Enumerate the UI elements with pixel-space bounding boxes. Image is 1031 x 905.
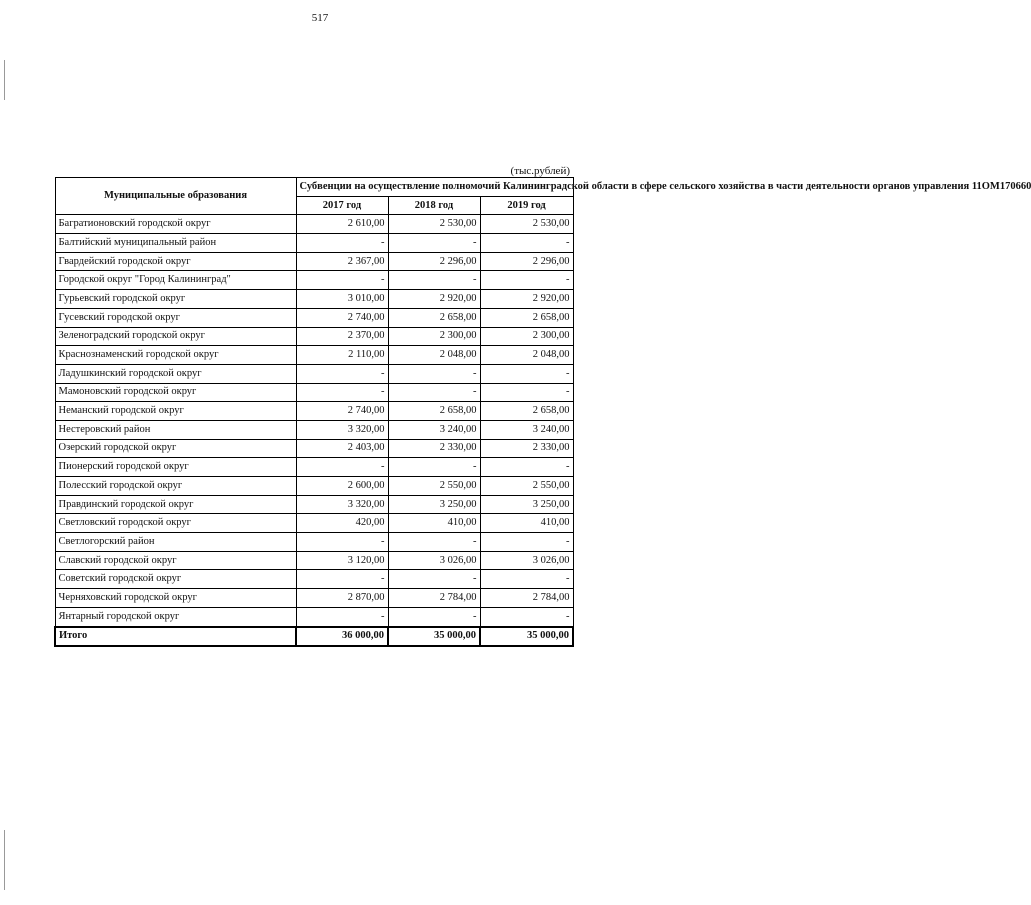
table-row: [55, 533, 573, 552]
value-2018-cell: -: [388, 383, 480, 402]
value-2019-cell: 2 550,00: [480, 477, 573, 496]
value-2019-cell: -: [480, 364, 573, 383]
table-row: [55, 364, 573, 383]
value-2018-cell: -: [388, 364, 480, 383]
municipality-name-cell: Славский городской округ: [55, 551, 296, 570]
total-2019-cell: 35 000,00: [480, 627, 573, 647]
table-row: [55, 383, 573, 402]
municipality-name-cell: Озерский городской округ: [55, 439, 296, 458]
value-2017-cell: 3 320,00: [296, 495, 388, 514]
municipality-name-cell: Гвардейский городской округ: [55, 252, 296, 271]
table-row: [55, 252, 573, 271]
header-subventions: Субвенции на осуществление полномочий Калининградской области в сфере сельского хозяйства в части деятельности органов управления 11ОМ170660: [296, 178, 573, 197]
value-2018-cell: 2 530,00: [388, 215, 480, 234]
header-municipalities: Муниципальные образования: [55, 178, 296, 215]
table-row: [55, 458, 573, 477]
value-2017-cell: 2 870,00: [296, 589, 388, 608]
table-row: [55, 271, 573, 290]
header-year-2019: 2019 год: [480, 196, 573, 215]
value-2019-cell: -: [480, 271, 573, 290]
table-row: [55, 308, 573, 327]
municipality-name-cell: Нестеровский район: [55, 420, 296, 439]
value-2019-cell: -: [480, 458, 573, 477]
value-2018-cell: 2 658,00: [388, 402, 480, 421]
municipality-name-cell: Полесский городской округ: [55, 477, 296, 496]
value-2017-cell: 2 610,00: [296, 215, 388, 234]
value-2017-cell: -: [296, 364, 388, 383]
value-2019-cell: 2 658,00: [480, 308, 573, 327]
municipality-name-cell: Пионерский городской округ: [55, 458, 296, 477]
value-2019-cell: 2 300,00: [480, 327, 573, 346]
value-2018-cell: 2 784,00: [388, 589, 480, 608]
municipality-name-cell: Советский городской округ: [55, 570, 296, 589]
value-2018-cell: 2 920,00: [388, 290, 480, 309]
municipality-name-cell: Черняховский городской округ: [55, 589, 296, 608]
value-2018-cell: 3 026,00: [388, 551, 480, 570]
value-2017-cell: 2 110,00: [296, 346, 388, 365]
value-2017-cell: 3 120,00: [296, 551, 388, 570]
table-row: [55, 215, 573, 234]
value-2019-cell: 2 530,00: [480, 215, 573, 234]
value-2017-cell: 2 367,00: [296, 252, 388, 271]
value-2017-cell: 2 740,00: [296, 308, 388, 327]
table-row: [55, 514, 573, 533]
municipality-name-cell: Ладушкинский городской округ: [55, 364, 296, 383]
municipality-name-cell: Городской округ "Город Калининград": [55, 271, 296, 290]
table-row: [55, 327, 573, 346]
value-2017-cell: 2 740,00: [296, 402, 388, 421]
scan-edge-mark: [4, 60, 5, 100]
subventions-table: [54, 177, 1031, 647]
header-year-2018: 2018 год: [388, 196, 480, 215]
header-year-2017: 2017 год: [296, 196, 388, 215]
value-2017-cell: -: [296, 533, 388, 552]
page-number: 517: [311, 12, 329, 24]
value-2018-cell: 2 300,00: [388, 327, 480, 346]
value-2018-cell: -: [388, 271, 480, 290]
value-2019-cell: -: [480, 570, 573, 589]
municipality-name-cell: Правдинский городской округ: [55, 495, 296, 514]
table-body: [55, 215, 573, 646]
table-row: [55, 420, 573, 439]
value-2018-cell: -: [388, 458, 480, 477]
value-2018-cell: 2 330,00: [388, 439, 480, 458]
units-label: (тыс.рублей): [510, 165, 570, 177]
total-2017-cell: 36 000,00: [296, 627, 388, 647]
table-row: [55, 439, 573, 458]
value-2019-cell: 2 920,00: [480, 290, 573, 309]
value-2017-cell: -: [296, 383, 388, 402]
municipality-name-cell: Мамоновский городской округ: [55, 383, 296, 402]
value-2019-cell: 3 026,00: [480, 551, 573, 570]
municipality-name-cell: Балтийский муниципальный район: [55, 234, 296, 253]
total-row: [55, 627, 573, 647]
municipality-name-cell: Светловский городской округ: [55, 514, 296, 533]
value-2019-cell: 2 048,00: [480, 346, 573, 365]
value-2018-cell: 410,00: [388, 514, 480, 533]
municipality-name-cell: Гусевский городской округ: [55, 308, 296, 327]
value-2017-cell: -: [296, 607, 388, 626]
value-2017-cell: -: [296, 458, 388, 477]
value-2019-cell: -: [480, 533, 573, 552]
value-2017-cell: -: [296, 271, 388, 290]
value-2017-cell: -: [296, 570, 388, 589]
value-2019-cell: 2 658,00: [480, 402, 573, 421]
value-2019-cell: 2 296,00: [480, 252, 573, 271]
scan-edge-mark: [4, 830, 5, 890]
value-2018-cell: 2 550,00: [388, 477, 480, 496]
value-2018-cell: 2 048,00: [388, 346, 480, 365]
value-2019-cell: 410,00: [480, 514, 573, 533]
total-label-cell: Итого: [55, 627, 296, 647]
table-row: [55, 589, 573, 608]
municipality-name-cell: Гурьевский городской округ: [55, 290, 296, 309]
value-2017-cell: 2 600,00: [296, 477, 388, 496]
table-row: [55, 477, 573, 496]
value-2019-cell: -: [480, 607, 573, 626]
total-2018-cell: 35 000,00: [388, 627, 480, 647]
table-row: [55, 234, 573, 253]
value-2019-cell: -: [480, 234, 573, 253]
municipality-name-cell: Зеленоградский городской округ: [55, 327, 296, 346]
value-2019-cell: 2 784,00: [480, 589, 573, 608]
value-2018-cell: -: [388, 607, 480, 626]
value-2019-cell: 3 240,00: [480, 420, 573, 439]
value-2018-cell: -: [388, 234, 480, 253]
table-row: [55, 495, 573, 514]
value-2018-cell: 2 658,00: [388, 308, 480, 327]
table-row: [55, 551, 573, 570]
value-2018-cell: -: [388, 533, 480, 552]
table-row: [55, 346, 573, 365]
value-2017-cell: 420,00: [296, 514, 388, 533]
table-row: [55, 290, 573, 309]
value-2017-cell: -: [296, 234, 388, 253]
municipality-name-cell: Янтарный городской округ: [55, 607, 296, 626]
value-2019-cell: 2 330,00: [480, 439, 573, 458]
value-2017-cell: 3 010,00: [296, 290, 388, 309]
value-2018-cell: 2 296,00: [388, 252, 480, 271]
municipality-name-cell: Светлогорский район: [55, 533, 296, 552]
table-row: [55, 402, 573, 421]
value-2018-cell: -: [388, 570, 480, 589]
value-2017-cell: 2 403,00: [296, 439, 388, 458]
value-2017-cell: 2 370,00: [296, 327, 388, 346]
value-2017-cell: 3 320,00: [296, 420, 388, 439]
value-2019-cell: 3 250,00: [480, 495, 573, 514]
table-row: [55, 570, 573, 589]
table-row: [55, 607, 573, 626]
municipality-name-cell: Неманский городской округ: [55, 402, 296, 421]
municipality-name-cell: Краснознаменский городской округ: [55, 346, 296, 365]
municipality-name-cell: Багратионовский городской округ: [55, 215, 296, 234]
value-2018-cell: 3 240,00: [388, 420, 480, 439]
value-2019-cell: -: [480, 383, 573, 402]
value-2018-cell: 3 250,00: [388, 495, 480, 514]
